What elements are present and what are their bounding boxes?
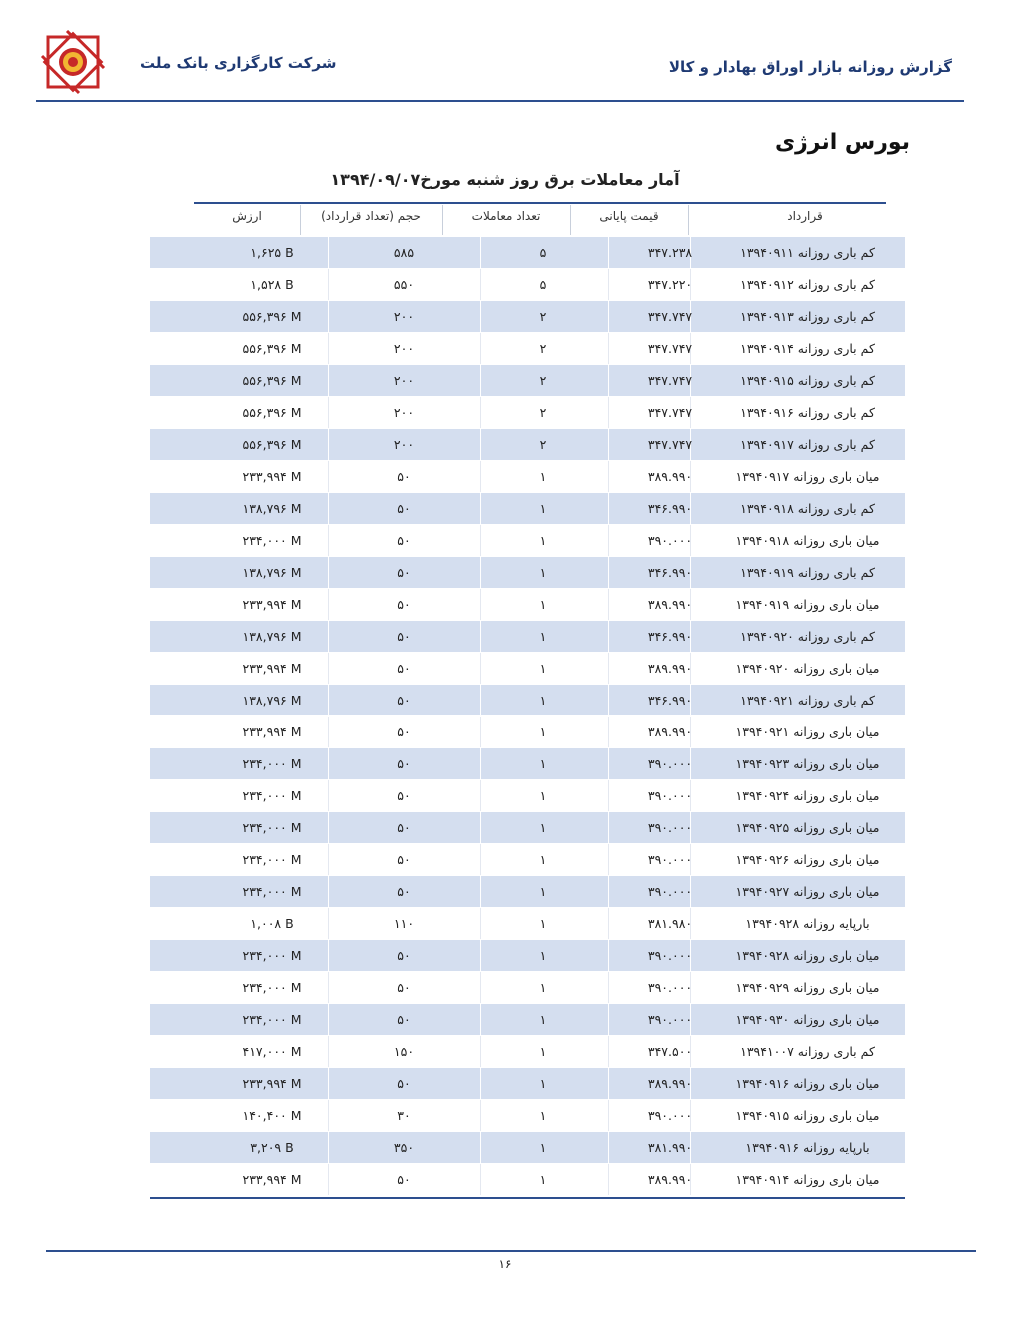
cell-trades: ۱ [539,468,547,484]
cell-final-price: ۳۹۰.۰۰۰ [647,884,693,900]
cell-trades: ۱ [539,980,547,996]
column-divider [570,205,571,235]
cell-volume: ۵۰ [397,1012,411,1028]
cell-volume: ۳۵۰ [393,1140,415,1156]
cell-contract: کم باری روزانه ۱۳۹۴۰۹۱۲ [740,276,875,292]
cell-value: ۲۳۴,۰۰۰ M [242,820,302,836]
column-divider [608,717,609,748]
cell-value: ۱,۶۲۵ B [250,244,294,260]
cell-contract: میان باری روزانه ۱۳۹۴۰۹۲۹ [735,980,880,996]
cell-value: ۱,۵۲۸ B [250,276,294,292]
column-divider [608,876,609,907]
cell-value: ۲۳۳,۹۹۴ M [242,660,302,676]
table-row [150,780,905,811]
cell-final-price: ۳۸۹.۹۹۰ [647,660,693,676]
cell-final-price: ۳۴۷.۵۰۰ [647,1044,693,1060]
cell-volume: ۳۰ [397,1108,411,1124]
table-row [150,685,905,716]
cell-contract: بارپایه روزانه ۱۳۹۴۰۹۲۸ [745,916,870,932]
cell-contract: کم باری روزانه ۱۳۹۴۰۹۱۷ [740,436,875,452]
column-divider [608,493,609,524]
table-row [150,1036,905,1067]
cell-contract: کم باری روزانه ۱۳۹۴۱۰۰۷ [740,1044,875,1060]
cell-volume: ۵۵۰ [393,276,415,292]
column-divider [608,780,609,811]
cell-contract: میان باری روزانه ۱۳۹۴۰۹۲۳ [735,756,880,772]
cell-final-price: ۳۴۷.۷۴۷ [647,436,693,452]
cell-value: ۲۳۴,۰۰۰ M [242,884,302,900]
cell-contract: میان باری روزانه ۱۳۹۴۰۹۱۸ [735,532,880,548]
cell-final-price: ۳۸۹.۹۹۰ [647,1172,693,1187]
cell-value: ۲۳۴,۰۰۰ M [242,1012,302,1028]
column-divider [608,269,609,300]
cell-trades: ۱ [539,628,547,644]
cell-final-price: ۳۴۶.۹۹۰ [647,564,693,580]
cell-value: ۱۳۸,۷۹۶ M [242,564,302,580]
column-divider [608,1132,609,1163]
cell-final-price: ۳۸۹.۹۹۰ [647,1076,693,1092]
cell-trades: ۱ [539,564,547,580]
cell-volume: ۵۰ [397,788,411,804]
cell-trades: ۱ [539,756,547,772]
cell-value: ۲۳۴,۰۰۰ M [242,852,302,868]
cell-contract: میان باری روزانه ۱۳۹۴۰۹۲۰ [735,660,880,676]
cell-volume: ۲۰۰ [393,340,415,356]
cell-contract: کم باری روزانه ۱۳۹۴۰۹۱۳ [740,308,875,324]
column-divider [608,429,609,460]
cell-volume: ۵۰ [397,980,411,996]
cell-contract: کم باری روزانه ۱۳۹۴۰۹۱۱ [740,244,875,260]
cell-volume: ۱۱۰ [393,916,415,932]
column-divider [608,1100,609,1131]
table-row [150,717,905,748]
table-row [150,844,905,875]
section-title: بورس انرژی [774,130,910,155]
cell-volume: ۵۰ [397,884,411,900]
cell-volume: ۵۰ [397,660,411,676]
cell-final-price: ۳۸۱.۹۹۰ [647,1140,693,1156]
column-divider [608,1164,609,1195]
cell-trades: ۱ [539,1140,547,1156]
cell-final-price: ۳۴۷.۲۲۰ [647,276,693,292]
cell-trades: ۲ [539,308,547,324]
cell-volume: ۵۰ [397,468,411,484]
cell-contract: بارپایه روزانه ۱۳۹۴۰۹۱۶ [745,1140,870,1156]
cell-contract: میان باری روزانه ۱۳۹۴۰۹۲۴ [735,788,880,804]
cell-contract: کم باری روزانه ۱۳۹۴۰۹۲۰ [740,628,875,644]
cell-value: ۱۳۸,۷۹۶ M [242,628,302,644]
cell-final-price: ۳۹۰.۰۰۰ [647,532,693,548]
column-divider [608,461,609,492]
column-divider [608,397,609,428]
cell-volume: ۵۰ [397,692,411,708]
column-divider [300,205,301,235]
cell-contract: میان باری روزانه ۱۳۹۴۰۹۳۰ [735,1012,880,1028]
table-title: آمار معاملات برق روز شنبه مورخ۱۳۹۴/۰۹/۰۷ [330,170,680,189]
cell-volume: ۲۰۰ [393,404,415,420]
table-header [194,205,886,235]
table-row [150,589,905,620]
cell-value: ۵۵۶,۳۹۶ M [242,340,302,356]
cell-value: ۵۵۶,۳۹۶ M [242,308,302,324]
cell-contract: میان باری روزانه ۱۳۹۴۰۹۲۷ [735,884,880,900]
cell-volume: ۵۰ [397,756,411,772]
cell-trades: ۲ [539,436,547,452]
column-divider [608,557,609,588]
cell-contract: میان باری روزانه ۱۳۹۴۰۹۱۶ [735,1076,880,1092]
cell-volume: ۵۰ [397,1172,411,1187]
company-name: شرکت کارگزاری بانک ملت [140,54,337,72]
table-row [150,1132,905,1163]
table-row [150,301,905,332]
table-row [150,1164,905,1195]
cell-value: ۲۳۳,۹۹۴ M [242,1076,302,1092]
column-divider [608,621,609,652]
cell-contract: میان باری روزانه ۱۳۹۴۰۹۱۹ [735,596,880,612]
header-divider [36,100,964,102]
cell-final-price: ۳۹۰.۰۰۰ [647,948,693,964]
cell-trades: ۲ [539,404,547,420]
cell-final-price: ۳۴۶.۹۹۰ [647,692,693,708]
column-divider [608,653,609,684]
table-row [150,557,905,588]
cell-trades: ۱ [539,660,547,676]
cell-trades: ۱ [539,1012,547,1028]
column-divider [608,525,609,556]
table-row [150,461,905,492]
column-divider [608,1004,609,1035]
table-row [150,237,905,268]
cell-volume: ۵۰ [397,532,411,548]
column-header-volume: حجم (تعداد قرارداد) [321,209,421,223]
cell-trades: ۲ [539,372,547,388]
table-row [150,812,905,843]
cell-trades: ۱ [539,500,547,516]
cell-final-price: ۳۹۰.۰۰۰ [647,980,693,996]
cell-trades: ۱ [539,1108,547,1124]
table-top-rule [194,202,886,204]
cell-final-price: ۳۹۰.۰۰۰ [647,788,693,804]
column-divider [608,748,609,779]
cell-value: ۲۳۴,۰۰۰ M [242,788,302,804]
cell-value: ۲۳۳,۹۹۴ M [242,468,302,484]
cell-value: ۲۳۴,۰۰۰ M [242,948,302,964]
cell-contract: میان باری روزانه ۱۳۹۴۰۹۱۴ [735,1172,880,1187]
cell-trades: ۲ [539,340,547,356]
cell-trades: ۵ [539,244,547,260]
cell-contract: کم باری روزانه ۱۳۹۴۰۹۱۹ [740,564,875,580]
table-row [150,653,905,684]
cell-final-price: ۳۴۷.۷۴۷ [647,404,693,420]
cell-value: ۴۱۷,۰۰۰ M [242,1044,302,1060]
cell-final-price: ۳۹۰.۰۰۰ [647,1012,693,1028]
cell-value: ۲۳۴,۰۰۰ M [242,980,302,996]
column-divider [608,972,609,1003]
cell-contract: کم باری روزانه ۱۳۹۴۰۹۱۶ [740,404,875,420]
table-row [150,876,905,907]
cell-volume: ۵۰ [397,724,411,740]
cell-final-price: ۳۸۹.۹۹۰ [647,468,693,484]
cell-final-price: ۳۹۰.۰۰۰ [647,756,693,772]
cell-final-price: ۳۴۷.۷۴۷ [647,308,693,324]
table-row [150,493,905,524]
cell-volume: ۵۰ [397,1076,411,1092]
cell-trades: ۱ [539,788,547,804]
cell-volume: ۵۰ [397,852,411,868]
cell-volume: ۵۰ [397,628,411,644]
table-row [150,525,905,556]
cell-contract: کم باری روزانه ۱۳۹۴۰۹۱۵ [740,372,875,388]
column-divider [608,589,609,620]
cell-final-price: ۳۹۰.۰۰۰ [647,1108,693,1124]
column-divider [608,365,609,396]
bank-mellat-logo-icon [40,30,106,106]
table-row [150,397,905,428]
cell-trades: ۱ [539,596,547,612]
cell-volume: ۵۰ [397,596,411,612]
company-logo [40,30,106,106]
cell-value: ۲۳۴,۰۰۰ M [242,532,302,548]
cell-contract: میان باری روزانه ۱۳۹۴۰۹۲۸ [735,948,880,964]
table-row [150,333,905,364]
cell-contract: کم باری روزانه ۱۳۹۴۰۹۱۸ [740,500,875,516]
cell-volume: ۲۰۰ [393,308,415,324]
cell-volume: ۱۵۰ [393,1044,415,1060]
column-divider [608,844,609,875]
cell-value: ۲۳۳,۹۹۴ M [242,724,302,740]
column-header-value: ارزش [232,209,262,223]
cell-trades: ۱ [539,532,547,548]
cell-trades: ۱ [539,1044,547,1060]
cell-trades: ۱ [539,884,547,900]
cell-final-price: ۳۴۷.۷۴۷ [647,340,693,356]
column-divider [608,301,609,332]
cell-final-price: ۳۴۷.۷۴۷ [647,372,693,388]
cell-final-price: ۳۹۰.۰۰۰ [647,820,693,836]
cell-trades: ۱ [539,948,547,964]
table-row [150,940,905,971]
column-divider [608,940,609,971]
cell-trades: ۱ [539,820,547,836]
cell-trades: ۱ [539,916,547,932]
cell-trades: ۱ [539,692,547,708]
cell-trades: ۱ [539,724,547,740]
cell-final-price: ۳۴۷.۲۳۸ [647,244,693,260]
column-divider [608,1036,609,1067]
footer-divider [46,1250,976,1252]
cell-value: ۳,۲۰۹ B [250,1140,294,1156]
table-row [150,972,905,1003]
cell-trades: ۱ [539,1172,547,1187]
cell-volume: ۵۰ [397,564,411,580]
cell-trades: ۵ [539,276,547,292]
cell-contract: میان باری روزانه ۱۳۹۴۰۹۱۷ [735,468,880,484]
table-row [150,269,905,300]
column-divider [608,908,609,939]
cell-value: ۲۳۳,۹۹۴ M [242,596,302,612]
column-header-final-price: قیمت پایانی [599,209,659,223]
cell-trades: ۱ [539,1076,547,1092]
cell-final-price: ۳۸۱.۹۸۰ [647,916,693,932]
column-divider [688,205,689,235]
table-row [150,1068,905,1099]
column-divider [608,812,609,843]
cell-volume: ۵۸۵ [393,244,415,260]
cell-value: ۱,۰۰۸ B [250,916,294,932]
table-row [150,1100,905,1131]
cell-value: ۵۵۶,۳۹۶ M [242,436,302,452]
column-divider [608,685,609,716]
cell-value: ۱۳۸,۷۹۶ M [242,500,302,516]
cell-value: ۱۴۰,۴۰۰ M [242,1108,302,1124]
column-header-trades: تعداد معاملات [471,209,541,223]
cell-final-price: ۳۴۶.۹۹۰ [647,628,693,644]
table-row [150,621,905,652]
report-title: گزارش روزانه بازار اوراق بهادار و کالا [668,58,952,76]
cell-value: ۲۳۳,۹۹۴ M [242,1172,302,1187]
table-row [150,1004,905,1035]
cell-trades: ۱ [539,852,547,868]
column-divider [608,237,609,268]
cell-contract: کم باری روزانه ۱۳۹۴۰۹۲۱ [740,692,875,708]
table-bottom-rule [150,1197,905,1199]
cell-contract: میان باری روزانه ۱۳۹۴۰۹۲۱ [735,724,880,740]
table-row [150,365,905,396]
cell-contract: میان باری روزانه ۱۳۹۴۰۹۲۶ [735,852,880,868]
cell-volume: ۲۰۰ [393,372,415,388]
cell-volume: ۵۰ [397,500,411,516]
cell-volume: ۵۰ [397,948,411,964]
cell-value: ۵۵۶,۳۹۶ M [242,372,302,388]
page-number: ۱۶ [498,1257,512,1271]
cell-contract: میان باری روزانه ۱۳۹۴۰۹۱۵ [735,1108,880,1124]
cell-contract: کم باری روزانه ۱۳۹۴۰۹۱۴ [740,340,875,356]
table-row [150,908,905,939]
column-divider [608,1068,609,1099]
cell-value: ۵۵۶,۳۹۶ M [242,404,302,420]
table-row [150,748,905,779]
cell-value: ۱۳۸,۷۹۶ M [242,692,302,708]
column-divider [442,205,443,235]
cell-final-price: ۳۸۹.۹۹۰ [647,596,693,612]
table-row [150,429,905,460]
cell-volume: ۲۰۰ [393,436,415,452]
column-header-contract: قرارداد [787,209,823,223]
column-divider [608,333,609,364]
cell-contract: میان باری روزانه ۱۳۹۴۰۹۲۵ [735,820,880,836]
cell-value: ۲۳۴,۰۰۰ M [242,756,302,772]
cell-final-price: ۳۹۰.۰۰۰ [647,852,693,868]
cell-volume: ۵۰ [397,820,411,836]
cell-final-price: ۳۸۹.۹۹۰ [647,724,693,740]
cell-final-price: ۳۴۶.۹۹۰ [647,500,693,516]
